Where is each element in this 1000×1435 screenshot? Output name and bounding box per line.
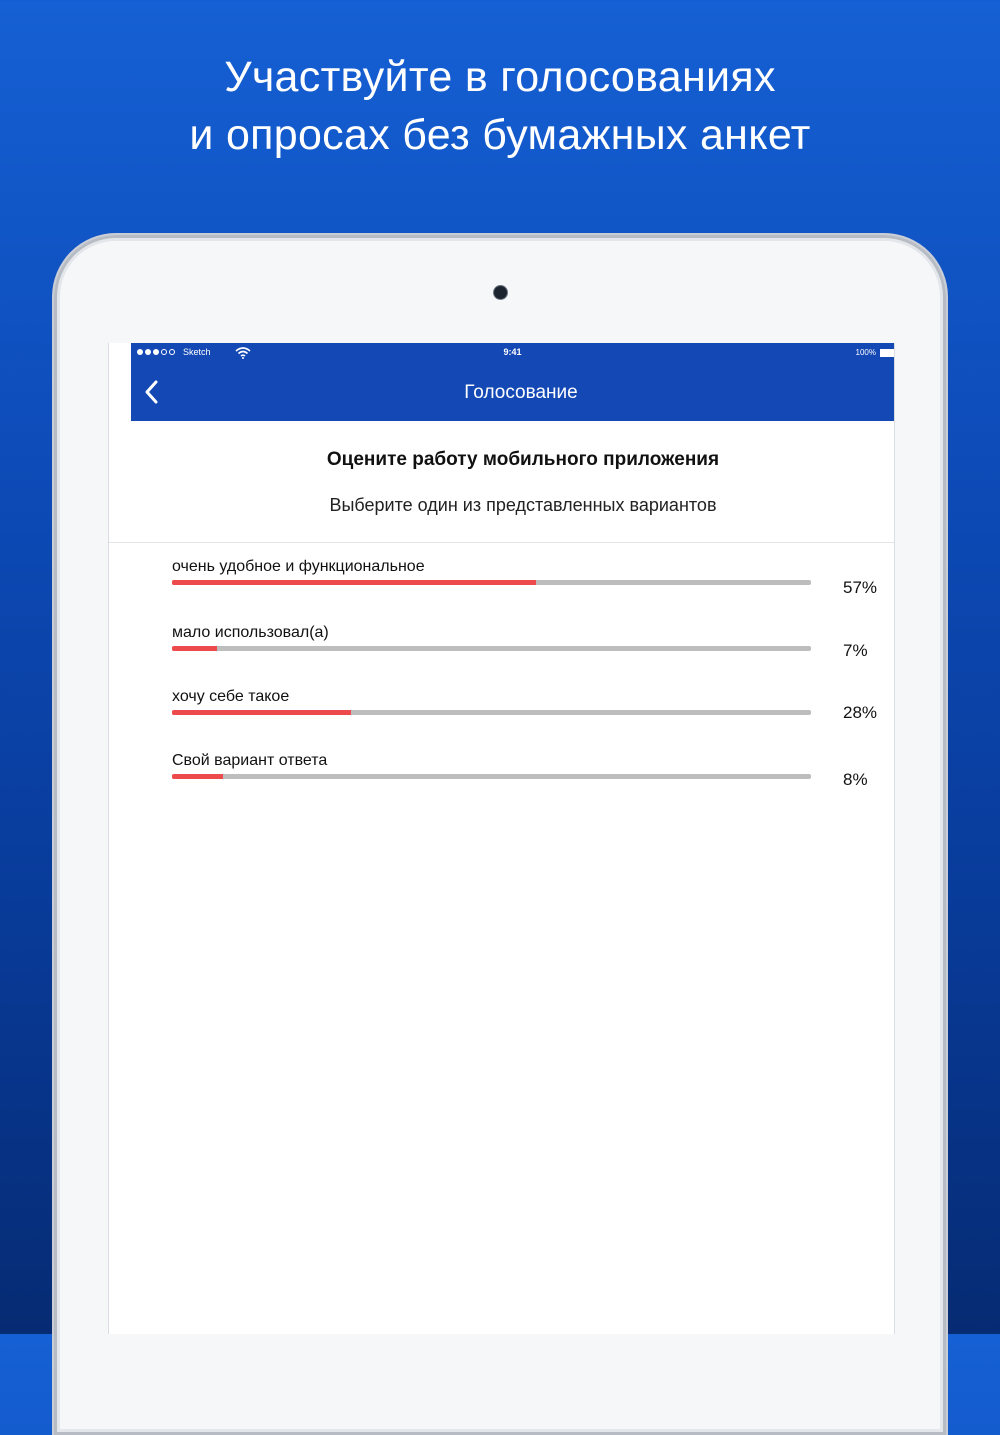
option-label: Свой вариант ответа [172, 752, 328, 769]
headline-line-2: и опросах без бумажных анкет [189, 111, 811, 159]
result-bar-track [172, 580, 811, 585]
result-bar-fill [172, 646, 217, 651]
poll-option[interactable] [172, 624, 872, 684]
poll-option[interactable] [172, 688, 878, 748]
poll-question: Оцените работу мобильного приложения [326, 449, 720, 470]
result-bar-fill [172, 774, 223, 779]
result-bar-fill [172, 580, 536, 585]
option-label: очень удобное и функциональное [172, 558, 425, 575]
carrier-name: Sketch [183, 347, 211, 357]
result-bar-track [172, 710, 811, 715]
poll-option[interactable] [172, 558, 878, 618]
headline-line-1: Участвуйте в голосованиях [224, 53, 776, 101]
option-percent: 8% [843, 770, 868, 789]
result-bar-track [172, 646, 811, 651]
clock: 9:41 [503, 347, 522, 357]
app-screen [108, 343, 895, 1334]
camera-icon [494, 286, 507, 299]
option-label: хочу себе такое [172, 688, 290, 705]
status-bar [131, 343, 894, 363]
battery-percent: 100% [855, 348, 876, 357]
result-bar-track [172, 774, 811, 779]
option-percent: 28% [843, 703, 878, 722]
option-percent: 57% [843, 578, 878, 597]
result-bar-fill [172, 710, 351, 715]
battery-icon [880, 349, 894, 357]
option-label: мало использовал(а) [172, 624, 329, 641]
promo-headline [0, 48, 1000, 164]
poll-instruction: Выберите один из представленных вариантов [329, 495, 717, 515]
nav-title: Голосование [464, 382, 578, 403]
divider [109, 542, 894, 543]
poll-option[interactable] [172, 752, 872, 812]
nav-bar [131, 363, 894, 421]
option-percent: 7% [843, 641, 868, 660]
